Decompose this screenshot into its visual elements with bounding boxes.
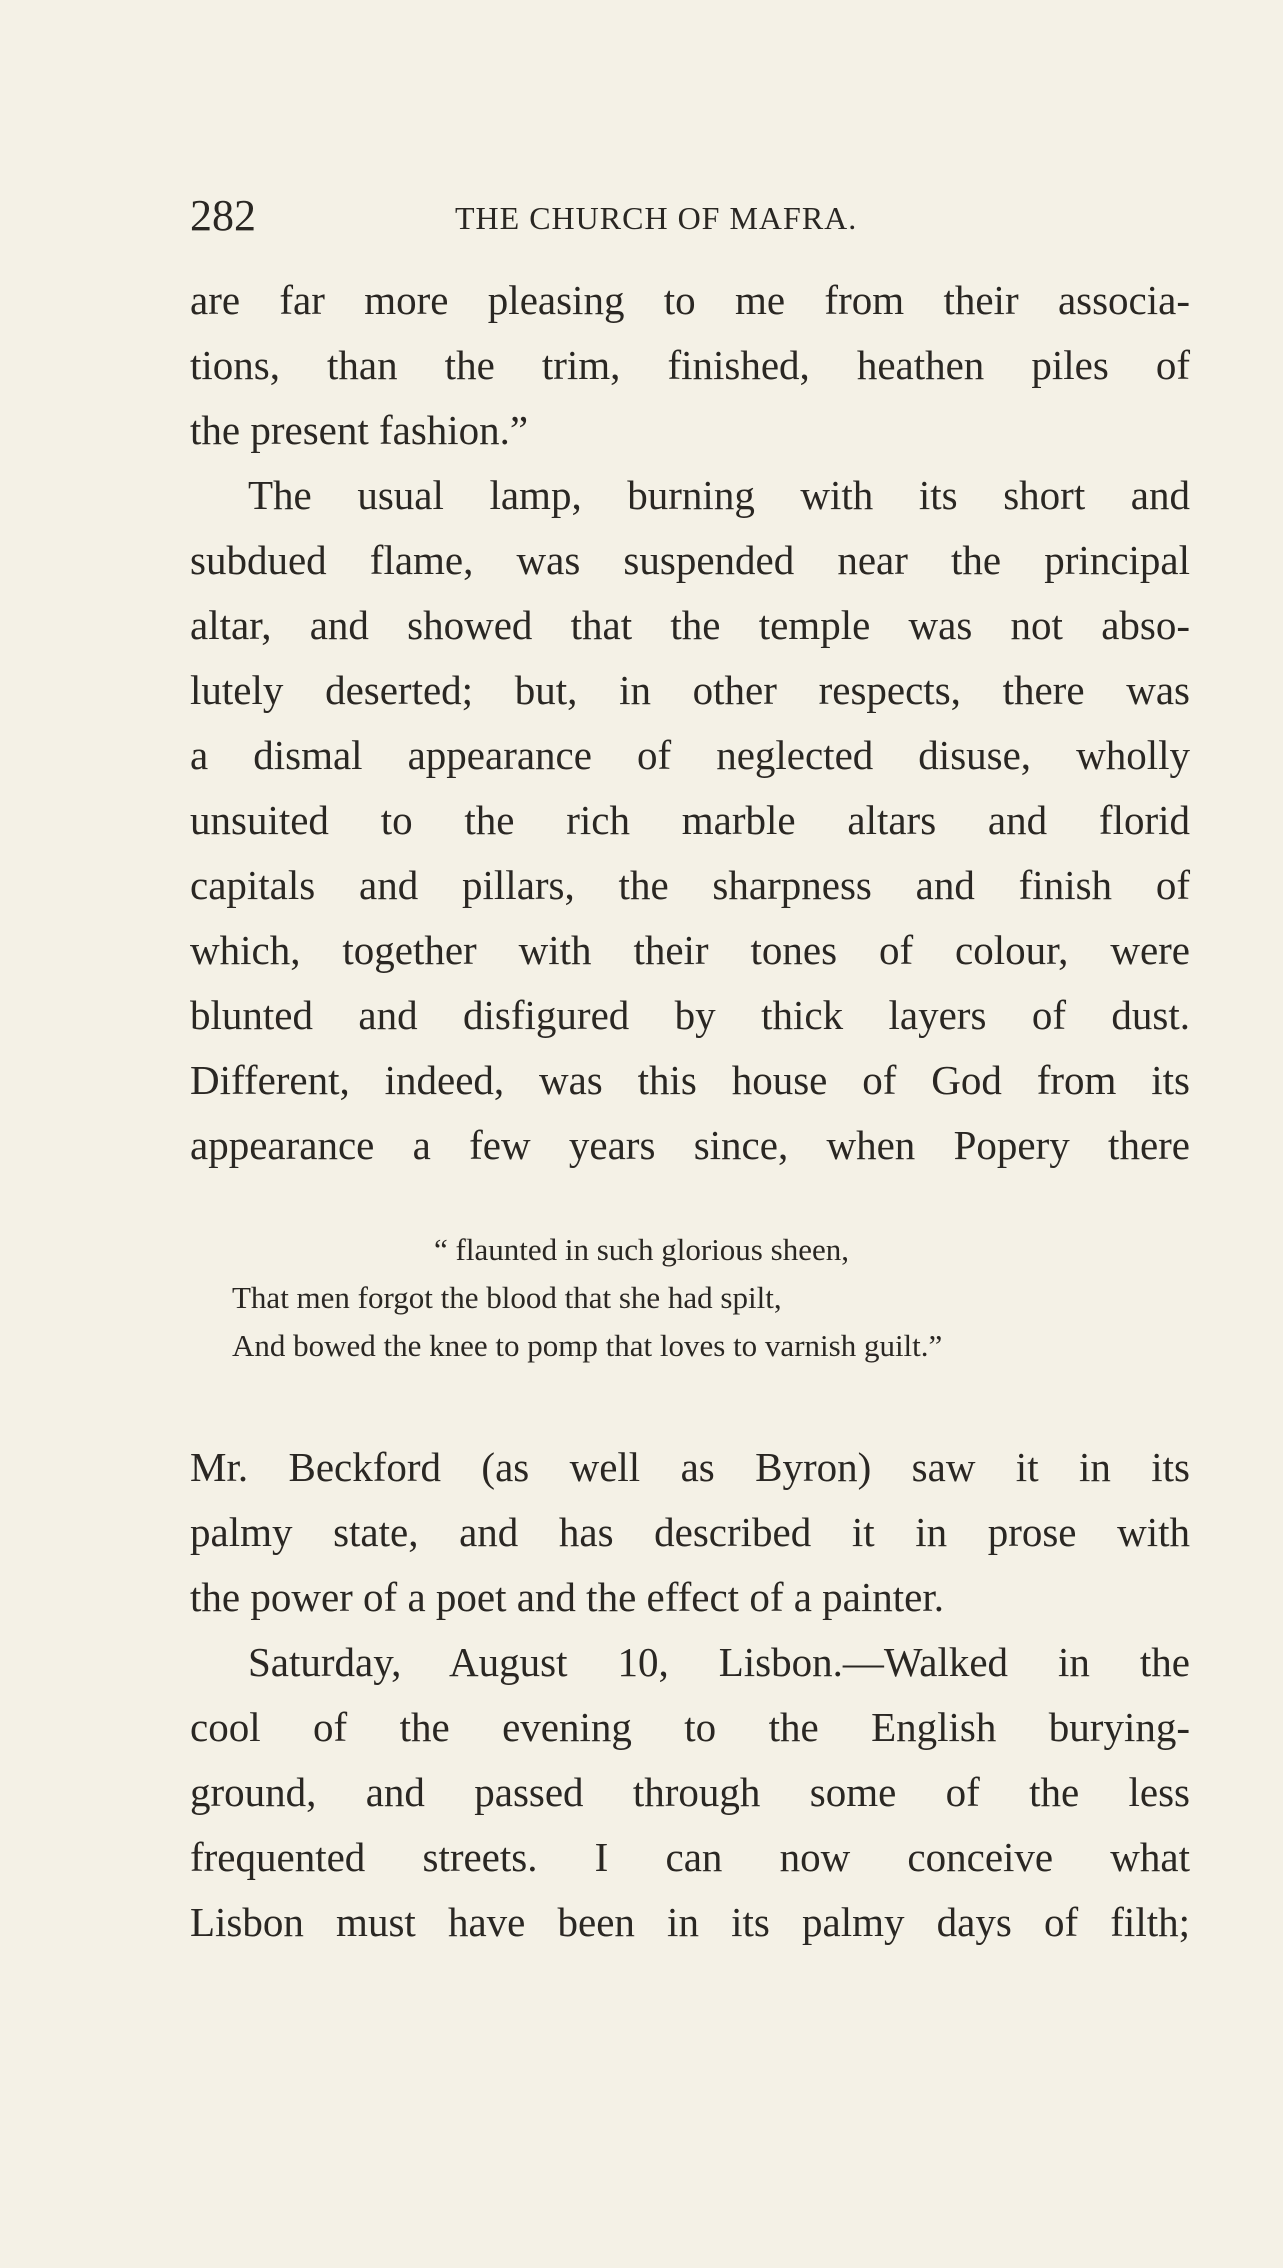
verse-quotation — [190, 1226, 1190, 1370]
text-line: blunted and disfigured by thick layers of dust. — [190, 992, 1190, 1038]
text-line: subdued flame, was suspended near the principal — [190, 537, 1190, 583]
text-line: tions, than the trim, finished, heathen piles of — [190, 342, 1190, 388]
text-line: lutely deserted; but, in other respects, there was — [190, 667, 1190, 713]
text-line: The usual lamp, burning with its short and — [248, 472, 1190, 518]
paragraph-lamp — [190, 463, 1190, 1178]
verse-line: “ flaunted in such glorious sheen, — [434, 1232, 849, 1267]
text-line: capitals and pillars, the sharpness and finish of — [190, 862, 1190, 908]
text-line: appearance a few years since, when Popery there — [190, 1122, 1190, 1168]
text-line: altar, and showed that the temple was not abso- — [190, 602, 1190, 648]
text-line: unsuited to the rich marble altars and florid — [190, 797, 1190, 843]
text-line: are far more pleasing to me from their associa- — [190, 277, 1190, 323]
text-line: the power of a poet and the effect of a painter. — [190, 1574, 944, 1620]
page-header — [190, 188, 1190, 244]
text-line: which, together with their tones of colour, were — [190, 927, 1190, 973]
text-line: Saturday, August 10, Lisbon.—Walked in the — [248, 1639, 1190, 1685]
page-number: 282 — [190, 191, 256, 240]
text-line: the present fashion.” — [190, 407, 529, 453]
text-line: a dismal appearance of neglected disuse, wholly — [190, 732, 1190, 778]
running-head: THE CHURCH OF MAFRA. — [455, 200, 858, 236]
text-line: frequented streets. I can now conceive what — [190, 1834, 1190, 1880]
text-line: Different, indeed, was this house of God from its — [190, 1057, 1190, 1103]
paragraph-continuation — [190, 268, 1190, 463]
text-line: cool of the evening to the English burying- — [190, 1704, 1190, 1750]
text-line: ground, and passed through some of the less — [190, 1769, 1190, 1815]
text-line: Mr. Beckford (as well as Byron) saw it in its — [190, 1444, 1190, 1490]
text-line: Lisbon must have been in its palmy days of filth; — [190, 1899, 1190, 1945]
paragraph-lisbon — [190, 1630, 1190, 1955]
verse-line: That men forgot the blood that she had spilt, — [232, 1280, 782, 1315]
verse-line: And bowed the knee to pomp that loves to varnish guilt.” — [232, 1328, 943, 1363]
text-line: palmy state, and has described it in prose with — [190, 1509, 1190, 1555]
paragraph-beckford — [190, 1435, 1190, 1630]
